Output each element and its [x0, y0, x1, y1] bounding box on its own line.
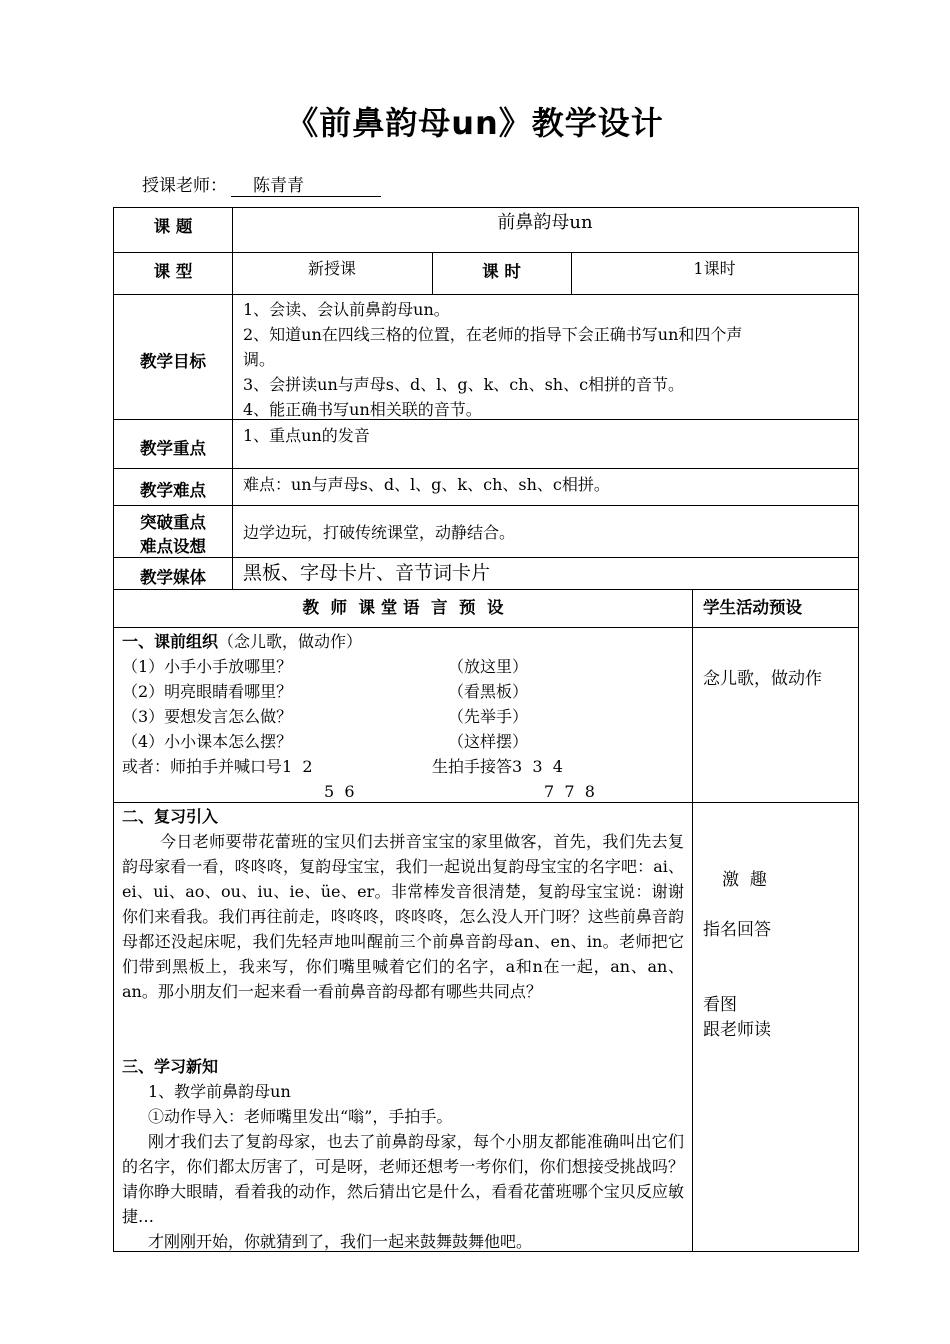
teacher-name: 陈青青 — [231, 171, 381, 197]
type-value: 新授课 — [307, 259, 356, 278]
list-item-answer: （放这里） — [448, 657, 529, 676]
key-points-label: 教学重点 — [140, 439, 206, 458]
section3-sub: 1、教学前鼻韵母un — [148, 1082, 291, 1101]
section1-student-activity: 念儿歌，做动作 — [703, 669, 822, 689]
chant-line-3: 5 6 — [324, 782, 355, 801]
list-item: （3）要想发言怎么做？ — [122, 707, 293, 726]
list-item: （2）明亮眼睛看哪里？ — [122, 682, 293, 701]
section1-heading: 一、课前组织 — [122, 632, 219, 651]
type-label: 课 型 — [153, 262, 193, 281]
list-item-answer: （这样摆） — [448, 732, 529, 751]
section2-student-4: 跟老师读 — [703, 1020, 771, 1040]
difficulties-value: 难点：un与声母s、d、l、g、k、ch、sh、c相拼。 — [243, 475, 610, 494]
objective-item: 2、知道un在四线三格的位置，在老师的指导下会正确书写un和四个声 — [243, 325, 743, 344]
chant-line-4: 7 7 8 — [544, 782, 595, 801]
objective-item: 调。 — [243, 350, 276, 369]
list-item-answer: （看黑板） — [448, 682, 529, 701]
process-header-teacher: 教 师 课 堂 语 言 预 设 — [302, 598, 504, 617]
list-item: （4）小小课本怎么摆？ — [122, 732, 293, 751]
section2-heading: 二、复习引入 — [122, 807, 219, 826]
media-label: 教学媒体 — [140, 568, 206, 587]
document-title: 《前鼻韵母un》教学设计 — [286, 104, 664, 142]
section1-heading-note: （念儿歌，做动作） — [218, 632, 363, 651]
objective-item: 1、会读、会认前鼻韵母un。 — [243, 300, 450, 319]
chant-line-1: 或者：师拍手并喊口号1 2 — [122, 757, 313, 776]
process-header-student: 学生活动预设 — [703, 598, 802, 617]
hours-value: 1课时 — [693, 259, 736, 278]
topic-label: 课 题 — [153, 217, 193, 236]
section3-heading: 三、学习新知 — [122, 1057, 219, 1076]
section2-student-3: 看图 — [703, 995, 737, 1015]
list-item-answer: （先举手） — [448, 707, 529, 726]
section2-paragraph: 今日老师要带花蕾班的宝贝们去拼音宝宝的家里做客，首先，我们先去复韵母家看一看，咚咚咚，复韵母宝宝，我们一起说出复韵母宝宝的名字吧：ai、ei、ui、ao、ou、iu、ie、üe、er。非常棒发音很清楚，复韵母宝宝说：谢谢你们来看我。我们再往前走，咚咚咚，咚咚咚，怎么没人开门呀？这些前鼻音韵母都还没起床呢，我们先轻声地叫醒前三个前鼻音韵母an、en、in。老师把它们带到黑板上，我来写，你们嘴里喊着它们的名字，a和n在一起，an、an、an。那小朋友们一起来看一看前鼻音韵母都有哪些共同点？ — [122, 832, 684, 1001]
topic-value: 前鼻韵母un — [497, 212, 593, 233]
key-points-value: 1、重点un的发音 — [243, 426, 370, 445]
breakthrough-label-1: 突破重点 — [140, 513, 206, 532]
objective-item: 4、能正确书写un相关联的音节。 — [243, 400, 482, 419]
difficulties-label: 教学难点 — [140, 481, 206, 500]
media-value: 黑板、字母卡片、音节词卡片 — [243, 562, 491, 584]
breakthrough-label-2: 难点设想 — [140, 537, 206, 556]
teacher-label: 授课老师： — [142, 176, 227, 196]
chant-line-2: 生拍手接答3 3 4 — [432, 757, 563, 776]
section3-step: ①动作导入：老师嘴里发出“嗡”，手拍手。 — [148, 1107, 453, 1126]
hours-label: 课 时 — [482, 262, 521, 281]
section3-paragraph: 刚才我们去了复韵母家，也去了前鼻韵母家，每个小朋友都能准确叫出它们的名字，你们都太厉害了，可是呀，老师还想考一考你们，你们想接受挑战吗？请你睁大眼睛，看着我的动作，然后猜出它是什么，看看花蕾班哪个宝贝反应敏捷… — [122, 1132, 684, 1226]
objectives-label: 教学目标 — [140, 352, 206, 371]
section3-last: 才刚刚开始，你就猜到了，我们一起来鼓舞鼓舞他吧。 — [148, 1232, 533, 1251]
objective-item: 3、会拼读un与声母s、d、l、g、k、ch、sh、c相拼的音节。 — [243, 375, 685, 394]
section2-student-2: 指名回答 — [703, 920, 771, 940]
breakthrough-value: 边学边玩，打破传统课堂，动静结合。 — [243, 523, 516, 542]
teacher-line — [142, 171, 381, 197]
list-item: （1）小手小手放哪里？ — [122, 657, 293, 676]
section1-heading-line — [122, 629, 362, 654]
section2-student-1: 激 趣 — [722, 870, 767, 890]
